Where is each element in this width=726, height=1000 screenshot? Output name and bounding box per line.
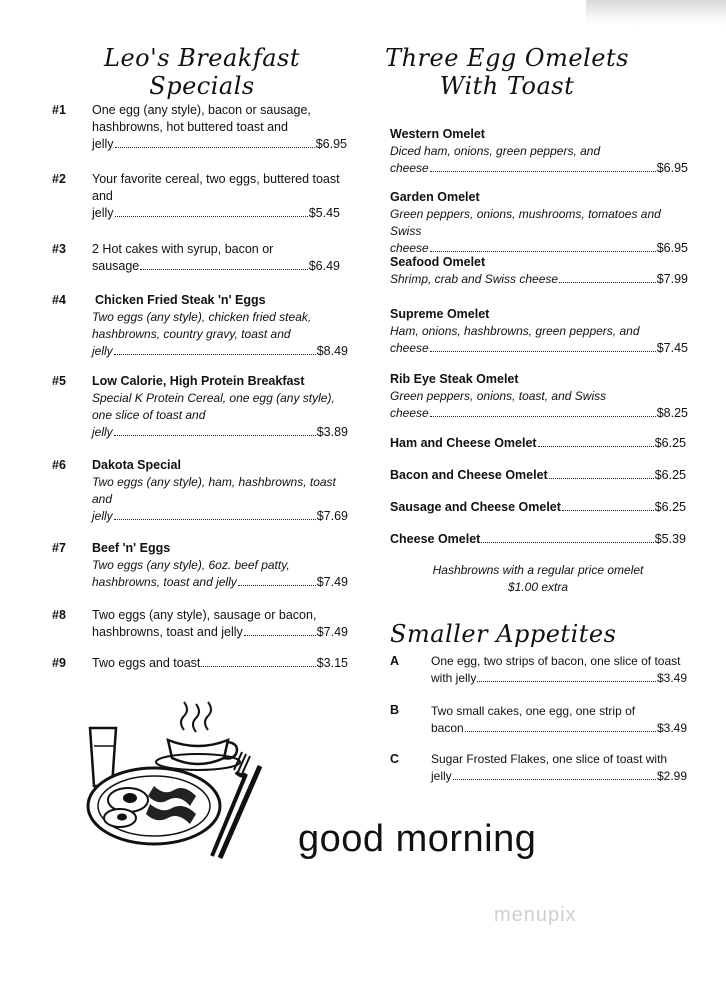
item-price: $3.49 bbox=[656, 671, 687, 685]
item-name: Western Omelet bbox=[390, 127, 485, 141]
item-text-end: cheese bbox=[390, 341, 429, 355]
item-text: Two small cakes, one egg, one strip of bbox=[431, 704, 636, 718]
menu-item bbox=[390, 435, 686, 452]
menu-item bbox=[92, 171, 340, 222]
item-name: Low Calorie, High Protein Breakfast bbox=[92, 374, 305, 388]
item-text-end: bacon bbox=[431, 721, 464, 735]
item-text-end: cheese bbox=[390, 406, 429, 420]
note-line: Hashbrowns with a regular price omelet bbox=[432, 563, 644, 577]
breakfast-specials-title: Leo's Breakfast Specials bbox=[104, 44, 300, 100]
menu-item bbox=[390, 254, 688, 288]
item-price: $7.69 bbox=[316, 509, 348, 523]
item-text-end: Two eggs and toast bbox=[92, 656, 201, 670]
item-price: $7.49 bbox=[316, 625, 348, 639]
item-description: Ham, onions, hashbrowns, green peppers, and bbox=[390, 324, 640, 338]
item-name: Seafood Omelet bbox=[390, 255, 486, 269]
item-text: Two eggs (any style), sausage or bacon, bbox=[92, 608, 317, 622]
hashbrowns-note bbox=[390, 562, 686, 596]
item-description: Green peppers, onions, mushrooms, tomatoes and Swiss bbox=[390, 207, 661, 238]
menu-item bbox=[390, 467, 686, 484]
item-text: One egg (any style), bacon or sausage, hashbrowns, hot buttered toast and bbox=[92, 103, 311, 134]
good-morning-text: good morning bbox=[298, 818, 537, 860]
menu-item bbox=[92, 607, 348, 641]
menu-item bbox=[92, 373, 348, 441]
item-description: Two eggs (any style), chicken fried steak, hashbrowns, country gravy, toast and bbox=[92, 310, 312, 341]
item-letter: C bbox=[390, 752, 400, 766]
item-text-end: jelly bbox=[92, 344, 113, 358]
omelets-title-line2: With Toast bbox=[439, 72, 575, 100]
item-text-end: jelly bbox=[92, 206, 114, 220]
item-name: Garden Omelet bbox=[390, 190, 480, 204]
item-name: Ham and Cheese Omelet bbox=[390, 436, 537, 450]
item-name: Supreme Omelet bbox=[390, 307, 490, 321]
item-description: Two eggs (any style), ham, hashbrowns, toast and bbox=[92, 475, 336, 506]
item-price: $6.25 bbox=[654, 468, 686, 482]
item-price: $2.99 bbox=[656, 769, 687, 783]
item-description: Special K Protein Cereal, one egg (any style), one slice of toast and bbox=[92, 391, 335, 422]
menu-item bbox=[390, 531, 686, 548]
note-line: $1.00 extra bbox=[507, 580, 569, 594]
item-price: $6.95 bbox=[656, 161, 688, 175]
item-letter: A bbox=[390, 654, 400, 668]
item-name: Beef 'n' Eggs bbox=[92, 541, 171, 555]
menu-item bbox=[390, 126, 688, 177]
item-number: #7 bbox=[52, 541, 66, 555]
menu-item bbox=[92, 540, 348, 591]
item-price: $7.49 bbox=[316, 575, 348, 589]
item-description: Diced ham, onions, green peppers, and bbox=[390, 144, 601, 158]
item-name: Cheese Omelet bbox=[390, 532, 481, 546]
item-price: $3.49 bbox=[656, 721, 687, 735]
watermark-text: menupix bbox=[494, 904, 577, 926]
item-price: $6.25 bbox=[654, 436, 686, 450]
item-number: #8 bbox=[52, 608, 66, 622]
item-text-end: jelly bbox=[431, 769, 452, 783]
item-price: $6.95 bbox=[656, 241, 688, 255]
item-price: $8.25 bbox=[656, 406, 688, 420]
item-name: Rib Eye Steak Omelet bbox=[390, 372, 519, 386]
item-name: Bacon and Cheese Omelet bbox=[390, 468, 548, 482]
item-price: $6.95 bbox=[315, 137, 347, 151]
smaller-appetites-title: Smaller Appetites bbox=[390, 620, 617, 648]
item-text-end: hashbrowns, toast and jelly bbox=[92, 625, 243, 639]
item-price: $8.49 bbox=[316, 344, 348, 358]
menu-item bbox=[431, 751, 687, 785]
item-text-end: sausage bbox=[92, 259, 140, 273]
item-price: $6.49 bbox=[308, 259, 340, 273]
omelets-title-line1: Three Egg Omelets bbox=[385, 44, 629, 72]
item-number: #9 bbox=[52, 656, 66, 670]
item-description: Green peppers, onions, toast, and Swiss bbox=[390, 389, 607, 403]
item-text-end: jelly bbox=[92, 137, 114, 151]
item-letter: B bbox=[390, 703, 400, 717]
menu-item bbox=[390, 371, 688, 422]
item-price: $3.89 bbox=[316, 425, 348, 439]
menu-item bbox=[431, 653, 687, 687]
item-number: #1 bbox=[52, 103, 66, 117]
item-number: #3 bbox=[52, 242, 66, 256]
menu-item bbox=[390, 499, 686, 516]
item-number: #5 bbox=[52, 374, 66, 388]
menu-item bbox=[390, 189, 688, 257]
item-price: $7.99 bbox=[656, 272, 688, 286]
item-name: Sausage and Cheese Omelet bbox=[390, 500, 561, 514]
item-price: $3.15 bbox=[316, 656, 348, 670]
menu-item bbox=[431, 703, 687, 737]
menu-item bbox=[92, 292, 348, 360]
menu-item bbox=[390, 306, 688, 357]
item-name: Dakota Special bbox=[92, 458, 181, 472]
item-text-end: jelly bbox=[92, 425, 113, 439]
item-price: $7.45 bbox=[656, 341, 688, 355]
item-text: 2 Hot cakes with syrup, bacon or bbox=[92, 242, 274, 256]
omelets-title bbox=[382, 44, 632, 100]
item-price: $5.39 bbox=[654, 532, 686, 546]
item-text-end: hashbrowns, toast and jelly bbox=[92, 575, 237, 589]
item-number: #2 bbox=[52, 172, 66, 186]
item-text-end: with jelly bbox=[431, 671, 477, 685]
item-text: Your favorite cereal, two eggs, buttered toast and bbox=[92, 172, 340, 203]
menu-item bbox=[92, 241, 340, 275]
item-price: $6.25 bbox=[654, 500, 686, 514]
item-text-end: Shrimp, crab and Swiss cheese bbox=[390, 272, 559, 286]
menu-item bbox=[92, 457, 348, 525]
item-description: Two eggs (any style), 6oz. beef patty, bbox=[92, 558, 290, 572]
item-number: #4 bbox=[52, 293, 66, 307]
item-text-end: jelly bbox=[92, 509, 113, 523]
menu-item bbox=[92, 655, 348, 672]
item-text: Sugar Frosted Flakes, one slice of toast with bbox=[431, 752, 668, 766]
item-text-end: cheese bbox=[390, 241, 429, 255]
item-name: Chicken Fried Steak 'n' Eggs bbox=[95, 293, 266, 307]
item-text: One egg, two strips of bacon, one slice of toast bbox=[431, 654, 681, 668]
item-text-end: cheese bbox=[390, 161, 429, 175]
item-price: $5.45 bbox=[308, 206, 340, 220]
page-fold-shadow bbox=[586, 0, 726, 26]
menu-item bbox=[92, 102, 347, 153]
item-number: #6 bbox=[52, 458, 66, 472]
breakfast-plate-icon bbox=[84, 700, 274, 860]
